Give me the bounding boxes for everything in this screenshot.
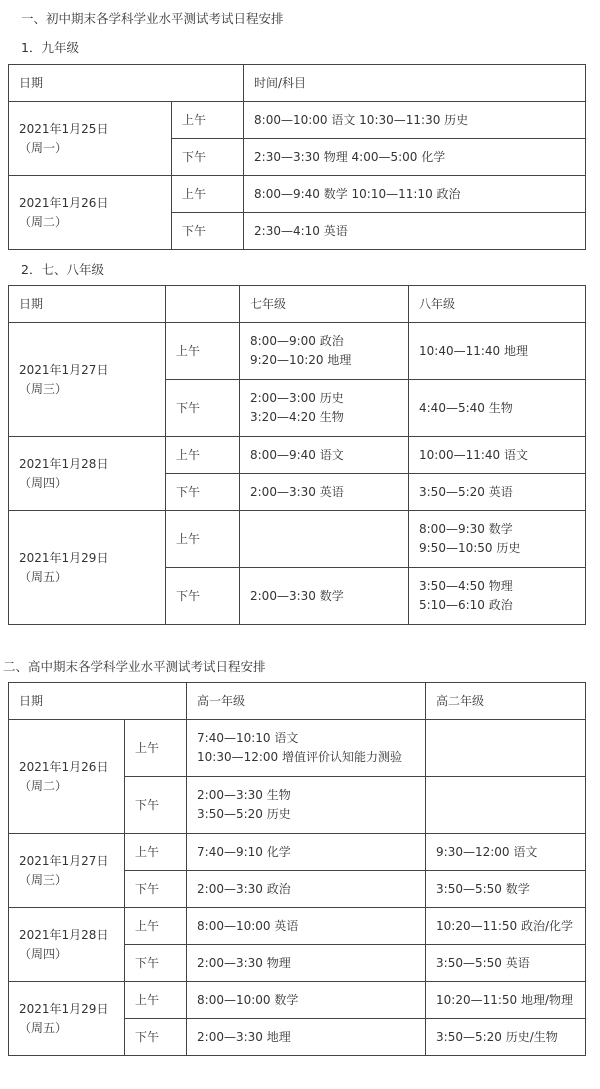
grade9-table — [8, 64, 586, 250]
period-label: 上午 — [125, 720, 187, 777]
schedule-cell: 2:00—3:30 英语 — [240, 474, 409, 511]
date-cell: 2021年1月28日 （周四） — [9, 908, 125, 982]
period-label: 下午 — [125, 871, 187, 908]
date-cell: 2021年1月26日 （周二） — [9, 176, 172, 250]
header-grade8: 八年级 — [409, 286, 586, 323]
header-grade7: 七年级 — [240, 286, 409, 323]
period-label: 下午 — [166, 380, 240, 437]
date-cell: 2021年1月28日 （周四） — [9, 437, 166, 511]
schedule-cell: 2:00—3:30 政治 — [187, 871, 426, 908]
date-cell: 2021年1月26日 （周二） — [9, 720, 125, 834]
schedule-cell: 3:50—5:20 英语 — [409, 474, 586, 511]
schedule-cell: 2:00—3:00 历史 3:20—4:20 生物 — [240, 380, 409, 437]
section1-title: 一、初中期末各学科学业水平测试考试日程安排 — [21, 11, 284, 26]
header-grade1: 高一年级 — [187, 683, 426, 720]
schedule-cell-empty — [240, 511, 409, 568]
period-label: 下午 — [125, 945, 187, 982]
schedule-cell: 8:00—9:30 数学 9:50—10:50 历史 — [409, 511, 586, 568]
date-cell: 2021年1月29日 （周五） — [9, 511, 166, 625]
period-label: 上午 — [166, 511, 240, 568]
table-row — [9, 102, 586, 139]
schedule-cell: 2:30—3:30 物理 4:00—5:00 化学 — [244, 139, 586, 176]
schedule-cell: 8:00—9:00 政治 9:20—10:20 地理 — [240, 323, 409, 380]
schedule-cell: 3:50—5:20 历史/生物 — [426, 1019, 586, 1056]
period-label: 下午 — [172, 213, 244, 250]
schedule-cell: 2:00—3:30 地理 — [187, 1019, 426, 1056]
period-label: 下午 — [166, 568, 240, 625]
schedule-cell: 2:00—3:30 生物 3:50—5:20 历史 — [187, 777, 426, 834]
header-grade2: 高二年级 — [426, 683, 586, 720]
section2-title: 二、高中期末各学科学业水平测试考试日程安排 — [3, 659, 266, 674]
schedule-cell: 3:50—5:50 英语 — [426, 945, 586, 982]
header-time-subject: 时间/科目 — [244, 65, 586, 102]
schedule-cell: 10:00—11:40 语文 — [409, 437, 586, 474]
schedule-cell: 7:40—10:10 语文 10:30—12:00 增值评价认知能力测验 — [187, 720, 426, 777]
period-label: 下午 — [125, 1019, 187, 1056]
schedule-cell: 7:40—9:10 化学 — [187, 834, 426, 871]
schedule-cell: 8:00—10:00 英语 — [187, 908, 426, 945]
schedule-cell: 8:00—10:00 语文 10:30—11:30 历史 — [244, 102, 586, 139]
table-row — [9, 323, 586, 380]
period-label: 上午 — [172, 102, 244, 139]
period-label: 下午 — [172, 139, 244, 176]
period-label: 上午 — [125, 908, 187, 945]
schedule-cell: 2:00—3:30 数学 — [240, 568, 409, 625]
table-row — [9, 834, 586, 871]
period-label: 上午 — [172, 176, 244, 213]
table-row — [9, 720, 586, 777]
header-date: 日期 — [9, 683, 187, 720]
table-row — [9, 982, 586, 1019]
grade78-table — [8, 285, 586, 625]
schedule-cell-empty — [426, 777, 586, 834]
schedule-cell: 2:30—4:10 英语 — [244, 213, 586, 250]
schedule-cell: 2:00—3:30 物理 — [187, 945, 426, 982]
senior-table — [8, 682, 586, 1056]
period-label: 下午 — [166, 474, 240, 511]
schedule-cell: 9:30—12:00 语文 — [426, 834, 586, 871]
header-empty — [166, 286, 240, 323]
period-label: 上午 — [125, 834, 187, 871]
grade9-title: 1．九年级 — [21, 40, 79, 55]
grade78-title: 2．七、八年级 — [21, 262, 104, 277]
table-row — [9, 176, 586, 213]
schedule-cell: 10:20—11:50 地理/物理 — [426, 982, 586, 1019]
period-label: 上午 — [166, 323, 240, 380]
date-cell: 2021年1月27日 （周三） — [9, 834, 125, 908]
period-label: 上午 — [125, 982, 187, 1019]
header-date: 日期 — [9, 286, 166, 323]
date-cell: 2021年1月25日 （周一） — [9, 102, 172, 176]
table-row — [9, 908, 586, 945]
schedule-cell: 3:50—5:50 数学 — [426, 871, 586, 908]
schedule-cell: 10:20—11:50 政治/化学 — [426, 908, 586, 945]
schedule-cell: 8:00—10:00 数学 — [187, 982, 426, 1019]
schedule-cell-empty — [426, 720, 586, 777]
table-row — [9, 511, 586, 568]
date-cell: 2021年1月29日 （周五） — [9, 982, 125, 1056]
period-label: 上午 — [166, 437, 240, 474]
schedule-cell: 4:40—5:40 生物 — [409, 380, 586, 437]
schedule-cell: 8:00—9:40 数学 10:10—11:10 政治 — [244, 176, 586, 213]
schedule-cell: 3:50—4:50 物理 5:10—6:10 政治 — [409, 568, 586, 625]
period-label: 下午 — [125, 777, 187, 834]
schedule-cell: 10:40—11:40 地理 — [409, 323, 586, 380]
date-cell: 2021年1月27日 （周三） — [9, 323, 166, 437]
table-row — [9, 437, 586, 474]
schedule-cell: 8:00—9:40 语文 — [240, 437, 409, 474]
header-date: 日期 — [9, 65, 244, 102]
